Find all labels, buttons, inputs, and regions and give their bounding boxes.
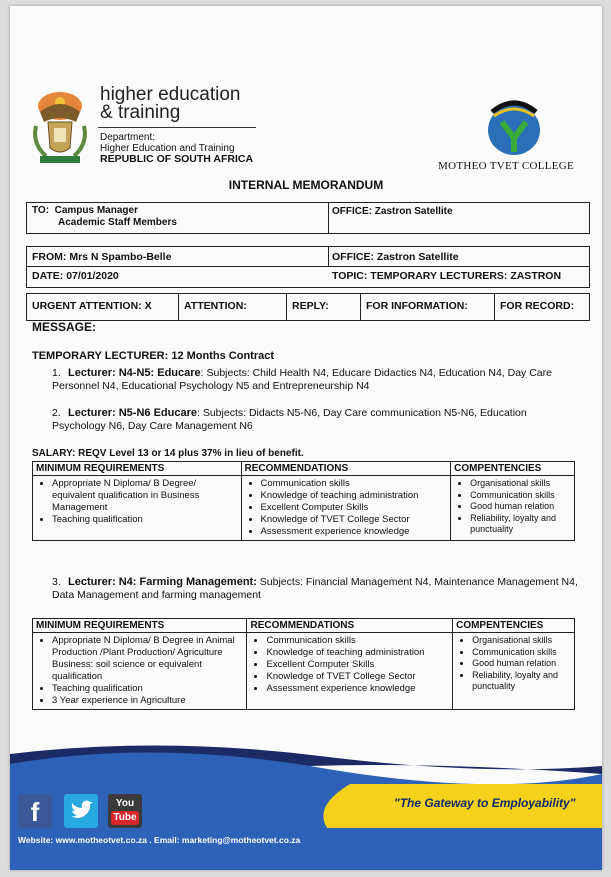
t2-comp-item: • Reliability, loyalty and punctuality xyxy=(472,670,571,693)
youtube-icon[interactable] xyxy=(108,794,142,828)
department-block xyxy=(100,132,253,165)
t1-comp-item: • Communication skills xyxy=(470,490,571,502)
website-email[interactable]: Website: www.motheotvet.co.za . Email: marketing@motheotvet.co.za xyxy=(18,835,301,845)
item-3-title: Lecturer: N4: Farming Management: xyxy=(68,576,257,588)
item-2-subjects: : Subjects: Didacts N5-N6, Day Care communication N5-N6, Education Psychology N6, Day Care Management N6 xyxy=(52,407,527,432)
date-field: DATE: 07/01/2020 xyxy=(32,270,119,282)
twitter-icon[interactable] xyxy=(64,794,98,828)
t2-rec-item: • Communication skills xyxy=(266,635,449,647)
t1-header-recommendations: RECOMMENDATIONS xyxy=(241,462,451,476)
for-information: FOR INFORMATION: xyxy=(366,300,468,312)
message-label: MESSAGE: xyxy=(32,320,97,334)
t2-rec-item: • Assessment experience knowledge xyxy=(266,683,449,695)
office-to: OFFICE: Zastron Satellite xyxy=(332,206,453,217)
to-recipient-1: Campus Manager xyxy=(54,205,138,216)
item-2: 2. Lecturer: N5-N6 Educare: Subjects: Didacts N5-N6, Day Care communication N5-N6, Education Psychology N6, Day Care Management N6 xyxy=(52,407,527,432)
for-record: FOR RECORD: xyxy=(500,300,575,312)
salary: SALARY: REQV Level 13 or 14 plus 37% in lieu of benefit. xyxy=(32,448,304,459)
t2-req-item: • 3 Year experience in Agriculture xyxy=(52,695,243,707)
requirements-table-1 xyxy=(32,461,575,541)
youtube-you: You xyxy=(115,798,135,809)
t1-rec-item: • Assessment experience knowledge xyxy=(261,526,448,538)
t2-comp-item: • Communication skills xyxy=(472,647,571,659)
item-1-title: Lecturer: N4-N5: Educare xyxy=(68,367,201,379)
title-divider xyxy=(98,127,256,128)
t2-rec-item: • Knowledge of TVET College Sector xyxy=(266,671,449,683)
requirements-table-2 xyxy=(32,618,575,710)
t2-rec-item: • Knowledge of teaching administration xyxy=(266,647,449,659)
t1-comp-item: • Organisational skills xyxy=(470,478,571,490)
urgent-attention: URGENT ATTENTION: X xyxy=(32,300,152,312)
slogan: "The Gateway to Employability" xyxy=(394,796,576,810)
temp-lecturer-heading: TEMPORARY LECTURER: 12 Months Contract xyxy=(32,350,275,362)
item-1: 1. Lecturer: N4-N5: Educare: Subjects: Child Health N4, Educare Didactics N4, Education N4, Day Care Personnel N4, Educational Psychology N5 and Entrepreneurship N4 xyxy=(52,367,552,392)
dept-country: REPUBLIC OF SOUTH AFRICA xyxy=(100,153,254,165)
t2-req-item: • Appropriate N Diploma/ B Degree in Animal Production /Plant Production/ Agriculture Business: soil science or equivalent qualification xyxy=(52,635,243,683)
memo-page xyxy=(10,6,602,870)
t2-comp-item: • Good human relation xyxy=(472,658,571,670)
from-field: FROM: Mrs N Spambo-Belle xyxy=(32,251,172,263)
t1-req-item: • Appropriate N Diploma/ B Degree/ equivalent qualification in Business Management xyxy=(52,478,238,514)
title-line-1: higher education xyxy=(100,84,241,105)
t2-rec-item: • Excellent Computer Skills xyxy=(266,659,449,671)
facebook-icon[interactable]: f xyxy=(18,794,52,828)
reply: REPLY: xyxy=(292,300,329,312)
to-field: TO: Campus Manager Academic Staff Members xyxy=(32,205,177,228)
t1-comp-item: • Reliability, loyalty and punctuality xyxy=(470,513,571,536)
t1-req-item: • Teaching qualification xyxy=(52,514,238,526)
dhet-title xyxy=(100,86,241,122)
t1-rec-item: • Knowledge of TVET College Sector xyxy=(261,514,448,526)
item-3-subjects: Subjects: Financial Management N4, Maintenance Management N4, Data Management and farming management xyxy=(52,576,578,601)
t2-header-requirements: MINIMUM REQUIREMENTS xyxy=(33,619,247,633)
title-line-2: & training xyxy=(100,102,181,123)
t2-header-competencies: COMPENTENCIES xyxy=(453,619,575,633)
item-2-title: Lecturer: N5-N6 Educare xyxy=(68,407,197,419)
t2-comp-item: • Organisational skills xyxy=(472,635,571,647)
to-recipient-2: Academic Staff Members xyxy=(58,217,177,228)
memo-title: INTERNAL MEMORANDUM xyxy=(228,178,384,192)
t2-header-recommendations: RECOMMENDATIONS xyxy=(247,619,453,633)
topic-field: TOPIC: TEMPORARY LECTURERS: ZASTRON xyxy=(332,270,562,282)
dept-name: Higher Education and Training xyxy=(100,143,235,154)
t2-req-item: • Teaching qualification xyxy=(52,683,243,695)
coat-of-arms-logo xyxy=(26,86,94,166)
item-1-subjects: : Subjects: Child Health N4, Educare Didactics N4, Education N4, Day Care Personnel N4, Educational Psychology N5 and Entrepreneurship N4 xyxy=(52,367,552,392)
dept-label: Department: xyxy=(100,132,156,143)
t1-comp-item: • Good human relation xyxy=(470,501,571,513)
t1-rec-item: • Excellent Computer Skills xyxy=(261,502,448,514)
twitter-bird-glyph xyxy=(64,794,98,828)
attention: ATTENTION: xyxy=(184,300,247,312)
t1-rec-item: • Communication skills xyxy=(261,478,448,490)
t1-header-requirements: MINIMUM REQUIREMENTS xyxy=(33,462,242,476)
motheo-logo xyxy=(482,98,546,158)
college-name: MOTHEO TVET COLLEGE xyxy=(438,160,575,172)
office-from: OFFICE: Zastron Satellite xyxy=(332,251,459,263)
youtube-tube: Tube xyxy=(111,811,139,825)
t1-header-competencies: COMPENTENCIES xyxy=(451,462,575,476)
t1-rec-item: • Knowledge of teaching administration xyxy=(261,490,448,502)
item-3: 3. Lecturer: N4: Farming Management: Subjects: Financial Management N4, Maintenance Management N4, Data Management and farming management xyxy=(52,576,578,601)
